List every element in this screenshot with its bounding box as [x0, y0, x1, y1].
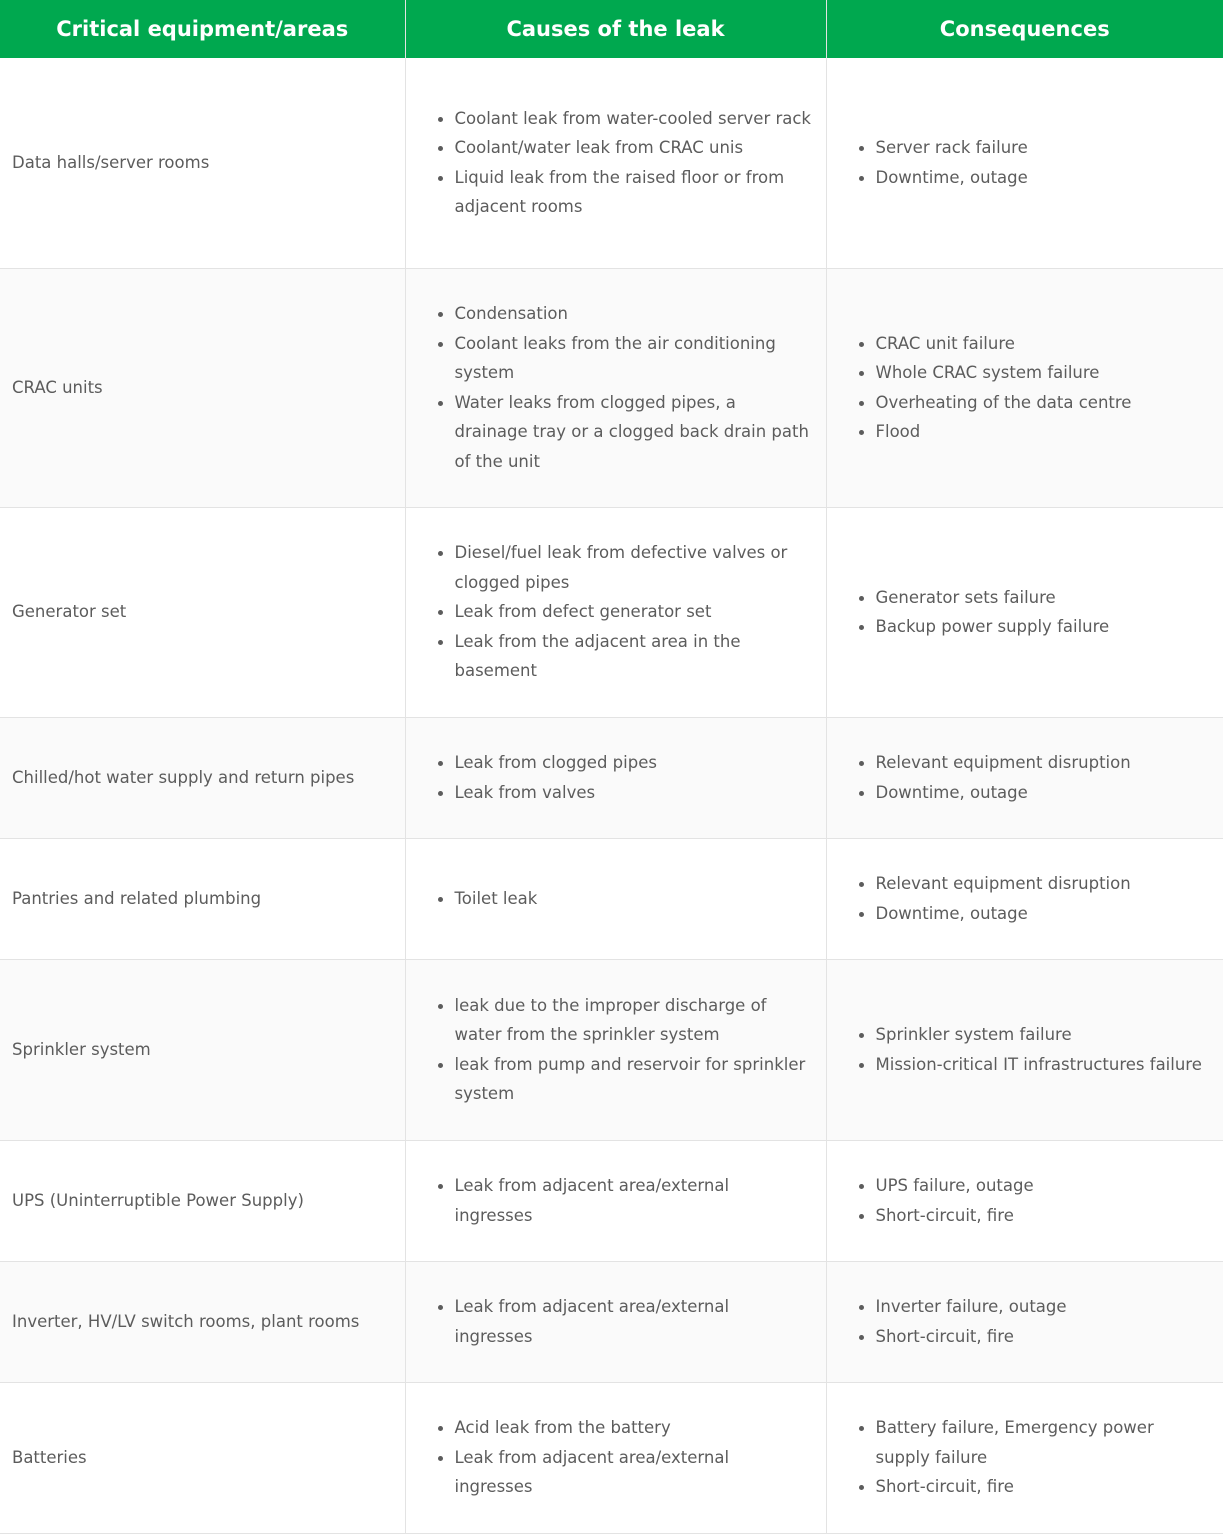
table-row — [0, 1261, 1223, 1382]
list-item: Coolant leaks from the air conditioning system — [455, 329, 812, 388]
list-item: Leak from adjacent area/external ingresses — [455, 1443, 812, 1502]
header-causes: Causes of the leak — [405, 0, 826, 58]
causes-cell — [405, 268, 826, 507]
causes-list — [406, 104, 826, 222]
causes-cell — [405, 58, 826, 268]
list-item: Flood — [876, 417, 1210, 447]
consequences-cell — [826, 959, 1223, 1140]
list-item: Downtime, outage — [876, 899, 1210, 929]
consequences-list — [827, 869, 1223, 928]
list-item: Leak from defect generator set — [455, 597, 812, 627]
list-item: Mission-critical IT infrastructures failure — [876, 1050, 1210, 1080]
consequences-cell — [826, 507, 1223, 717]
consequences-list — [827, 1292, 1223, 1351]
list-item: Condensation — [455, 299, 812, 329]
list-item: Leak from valves — [455, 778, 812, 808]
area-cell: UPS (Uninterruptible Power Supply) — [0, 1140, 405, 1261]
causes-cell — [405, 838, 826, 959]
causes-list — [406, 1171, 826, 1230]
list-item: Relevant equipment disruption — [876, 748, 1210, 778]
table-row — [0, 58, 1223, 268]
consequences-cell — [826, 1140, 1223, 1261]
causes-cell — [405, 1261, 826, 1382]
list-item: UPS failure, outage — [876, 1171, 1210, 1201]
area-cell: Inverter, HV/LV switch rooms, plant rooms — [0, 1261, 405, 1382]
consequences-cell — [826, 1382, 1223, 1533]
causes-cell — [405, 1140, 826, 1261]
list-item: CRAC unit failure — [876, 329, 1210, 359]
list-item: Diesel/fuel leak from defective valves or clogged pipes — [455, 538, 812, 597]
causes-cell — [405, 717, 826, 838]
area-cell: Sprinkler system — [0, 959, 405, 1140]
list-item: Battery failure, Emergency power supply failure — [876, 1413, 1210, 1472]
consequences-cell — [826, 838, 1223, 959]
table-row — [0, 507, 1223, 717]
list-item: Server rack failure — [876, 133, 1210, 163]
causes-list — [406, 884, 826, 914]
consequences-list — [827, 1413, 1223, 1502]
list-item: Short-circuit, fire — [876, 1322, 1210, 1352]
area-cell: CRAC units — [0, 268, 405, 507]
area-cell: Chilled/hot water supply and return pipes — [0, 717, 405, 838]
table-row — [0, 838, 1223, 959]
consequences-cell — [826, 1261, 1223, 1382]
table-row — [0, 1140, 1223, 1261]
list-item: leak from pump and reservoir for sprinkler system — [455, 1050, 812, 1109]
causes-list — [406, 538, 826, 686]
area-cell: Batteries — [0, 1382, 405, 1533]
list-item: Coolant leak from water-cooled server rack — [455, 104, 812, 134]
causes-list — [406, 1292, 826, 1351]
causes-cell — [405, 959, 826, 1140]
consequences-list — [827, 329, 1223, 447]
header-row — [0, 0, 1223, 58]
consequences-list — [827, 1020, 1223, 1079]
consequences-cell — [826, 268, 1223, 507]
area-cell: Data halls/server rooms — [0, 58, 405, 268]
area-cell: Pantries and related plumbing — [0, 838, 405, 959]
list-item: Leak from the adjacent area in the basement — [455, 627, 812, 686]
list-item: leak due to the improper discharge of water from the sprinkler system — [455, 991, 812, 1050]
list-item: Short-circuit, fire — [876, 1201, 1210, 1231]
list-item: Inverter failure, outage — [876, 1292, 1210, 1322]
table-row — [0, 717, 1223, 838]
list-item: Downtime, outage — [876, 778, 1210, 808]
consequences-list — [827, 133, 1223, 192]
list-item: Liquid leak from the raised floor or from adjacent rooms — [455, 163, 812, 222]
causes-list — [406, 991, 826, 1109]
list-item: Leak from clogged pipes — [455, 748, 812, 778]
list-item: Water leaks from clogged pipes, a drainage tray or a clogged back drain path of the unit — [455, 388, 812, 477]
list-item: Leak from adjacent area/external ingresses — [455, 1171, 812, 1230]
causes-list — [406, 1413, 826, 1502]
header-critical-equipment: Critical equipment/areas — [0, 0, 405, 58]
consequences-list — [827, 1171, 1223, 1230]
table-row — [0, 959, 1223, 1140]
list-item: Leak from adjacent area/external ingresses — [455, 1292, 812, 1351]
list-item: Whole CRAC system failure — [876, 358, 1210, 388]
list-item: Relevant equipment disruption — [876, 869, 1210, 899]
list-item: Generator sets failure — [876, 583, 1210, 613]
header-consequences: Consequences — [826, 0, 1223, 58]
causes-cell — [405, 507, 826, 717]
table-row — [0, 268, 1223, 507]
consequences-list — [827, 748, 1223, 807]
list-item: Acid leak from the battery — [455, 1413, 812, 1443]
area-cell: Generator set — [0, 507, 405, 717]
consequences-list — [827, 583, 1223, 642]
consequences-cell — [826, 717, 1223, 838]
list-item: Sprinkler system failure — [876, 1020, 1210, 1050]
consequences-cell — [826, 58, 1223, 268]
causes-list — [406, 299, 826, 476]
list-item: Downtime, outage — [876, 163, 1210, 193]
causes-cell — [405, 1382, 826, 1533]
list-item: Coolant/water leak from CRAC unis — [455, 133, 812, 163]
list-item: Toilet leak — [455, 884, 812, 914]
list-item: Backup power supply failure — [876, 612, 1210, 642]
list-item: Overheating of the data centre — [876, 388, 1210, 418]
causes-list — [406, 748, 826, 807]
table-row — [0, 1382, 1223, 1533]
list-item: Short-circuit, fire — [876, 1472, 1210, 1502]
